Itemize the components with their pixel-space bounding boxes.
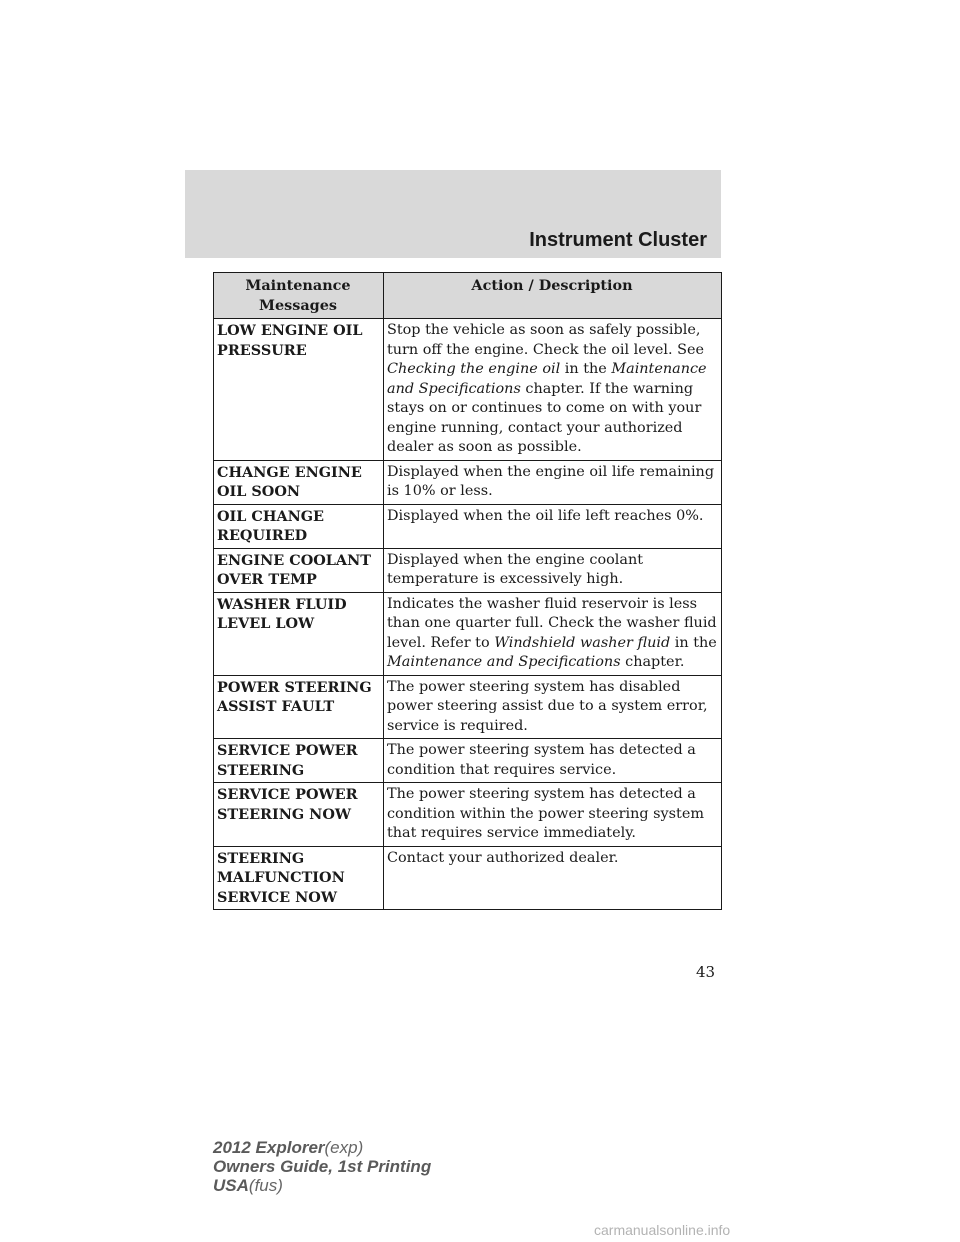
message-cell: SERVICE POWER STEERING bbox=[214, 739, 384, 783]
description-text: chapter. If the warning stays on or continues to come on with your engine running, contact your authorized dealer as soon as possible. bbox=[387, 380, 702, 455]
footer-model: 2012 Explorer bbox=[213, 1138, 325, 1157]
watermark: carmanualsonline.info bbox=[594, 1222, 731, 1238]
column-header-messages: Maintenance Messages bbox=[214, 273, 384, 319]
message-cell: LOW ENGINE OIL PRESSURE bbox=[214, 319, 384, 461]
table-row bbox=[214, 460, 722, 504]
table-row bbox=[214, 675, 722, 739]
description-cell: Displayed when the engine coolant temperature is excessively high. bbox=[384, 548, 722, 592]
table-row bbox=[214, 504, 722, 548]
description-cell: The power steering system has detected a condition within the power steering system that requires service immediately. bbox=[384, 783, 722, 847]
footer-market: USA bbox=[213, 1176, 249, 1195]
footer-edition: Owners Guide, 1st Printing bbox=[213, 1157, 432, 1176]
document-footer bbox=[213, 1138, 431, 1195]
description-reference: Windshield washer fluid bbox=[494, 634, 671, 651]
chapter-header bbox=[185, 170, 721, 258]
footer-line-edition bbox=[213, 1157, 431, 1176]
footer-market-code: (fus) bbox=[248, 1176, 283, 1195]
footer-line-model bbox=[213, 1138, 431, 1157]
description-text: chapter. bbox=[620, 654, 685, 670]
description-reference: Maintenance and Specifications bbox=[387, 654, 621, 670]
description-text: Indicates the washer fluid reservoir is less than one quarter full. Check the washer fluid level. Refer to bbox=[387, 595, 717, 651]
description-text: Stop the vehicle as soon as safely possible, turn off the engine. Check the oil level. See bbox=[387, 322, 705, 358]
footer-model-code: (exp) bbox=[324, 1138, 364, 1157]
description-cell bbox=[384, 592, 722, 675]
table-row bbox=[214, 846, 722, 910]
description-cell bbox=[384, 319, 722, 461]
message-cell: OIL CHANGE REQUIRED bbox=[214, 504, 384, 548]
table-row bbox=[214, 548, 722, 592]
message-cell: ENGINE COOLANT OVER TEMP bbox=[214, 548, 384, 592]
description-cell: Displayed when the oil life left reaches 0%. bbox=[384, 504, 722, 548]
chapter-title: Instrument Cluster bbox=[529, 229, 707, 251]
message-cell: CHANGE ENGINE OIL SOON bbox=[214, 460, 384, 504]
description-cell: The power steering system has disabled power steering assist due to a system error, service is required. bbox=[384, 675, 722, 739]
description-cell: Contact your authorized dealer. bbox=[384, 846, 722, 910]
description-reference: Checking the engine oil bbox=[387, 361, 561, 377]
description-cell: The power steering system has detected a condition that requires service. bbox=[384, 739, 722, 783]
message-cell: POWER STEERING ASSIST FAULT bbox=[214, 675, 384, 739]
maintenance-messages-table bbox=[213, 272, 722, 910]
table-row bbox=[214, 592, 722, 675]
table-row bbox=[214, 739, 722, 783]
table-header-row bbox=[214, 273, 722, 319]
description-text: in the bbox=[670, 634, 717, 651]
message-cell: WASHER FLUID LEVEL LOW bbox=[214, 592, 384, 675]
table-row bbox=[214, 319, 722, 461]
table-row bbox=[214, 783, 722, 847]
description-reference: Maintenance and Specifications bbox=[387, 361, 707, 397]
column-header-description: Action / Description bbox=[384, 273, 722, 319]
message-cell: SERVICE POWER STEERING NOW bbox=[214, 783, 384, 847]
description-cell: Displayed when the engine oil life remaining is 10% or less. bbox=[384, 460, 722, 504]
message-cell: STEERING MALFUNCTION SERVICE NOW bbox=[214, 846, 384, 910]
description-text: in the bbox=[560, 361, 612, 377]
footer-line-market bbox=[213, 1176, 431, 1195]
page-number: 43 bbox=[696, 963, 716, 981]
